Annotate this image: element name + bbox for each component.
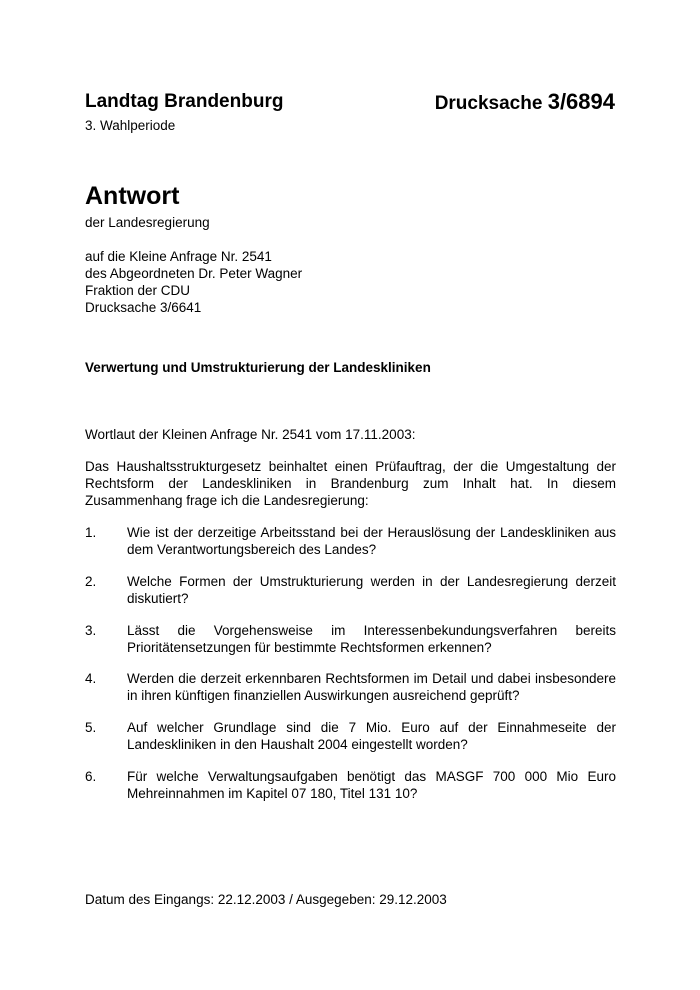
parliament-name: Landtag Brandenburg	[85, 91, 284, 112]
request-meta	[85, 248, 302, 316]
question-number: 1.	[85, 525, 97, 540]
request-line: des Abgeordneten Dr. Peter Wagner	[85, 266, 303, 281]
question-number: 5.	[85, 720, 97, 735]
date-footer: Datum des Eingangs: 22.12.2003 / Ausgegeben: 29.12.2003	[85, 892, 447, 907]
question-text: Für welche Verwaltungsaufgaben benötigt das MASGF 700 000 Mio Euro Mehreinnahmen im Kapitel 07 180, Titel 131 10?	[127, 769, 616, 801]
wortlaut-line: Wortlaut der Kleinen Anfrage Nr. 2541 vom 17.11.2003:	[85, 427, 416, 442]
answer-title: Antwort	[85, 182, 180, 210]
question-number: 2.	[85, 574, 97, 589]
question-number: 4.	[85, 671, 97, 686]
question-text: Lässt die Vorgehensweise im Interessenbekundungsverfahren bereits Prioritätensetzungen für bestimmte Rechtsformen erkennen?	[127, 623, 616, 655]
question-text: Wie ist der derzeitige Arbeitsstand bei der Herauslösung der Landeskliniken aus dem Verantwortungsbereich des Landes?	[127, 525, 616, 557]
question-number: 6.	[85, 769, 97, 784]
question-number: 3.	[85, 623, 97, 638]
answer-by: der Landesregierung	[85, 215, 210, 230]
question-text: Werden die derzeit erkennbaren Rechtsformen im Detail und dabei insbesondere in ihren künftigen finanziellen Auswirkungen ausreichend geprüft?	[127, 671, 616, 703]
document-number-value: 3/6894	[547, 89, 615, 114]
request-line: auf die Kleine Anfrage Nr. 2541	[85, 249, 272, 264]
question-text: Auf welcher Grundlage sind die 7 Mio. Euro auf der Einnahmeseite der Landeskliniken in den Haushalt 2004 eingestellt worden?	[127, 720, 616, 752]
question-text: Welche Formen der Umstrukturierung werden in der Landesregierung derzeit diskutiert?	[127, 574, 616, 606]
document-label: Drucksache	[434, 93, 543, 114]
intro-paragraph: Das Haushaltsstrukturgesetz beinhaltet einen Prüfauftrag, der die Umgestaltung der Rechtsform der Landeskliniken in Brandenburg zum Inhalt hat. In diesem Zusammenhang frage ich die Landesregierung:	[85, 459, 616, 508]
subject-heading: Verwertung und Umstrukturierung der Landeskliniken	[85, 360, 431, 375]
legislative-period: 3. Wahlperiode	[85, 118, 176, 133]
request-line: Drucksache 3/6641	[85, 300, 202, 315]
document-number	[435, 89, 615, 115]
request-line: Fraktion der CDU	[85, 283, 191, 298]
